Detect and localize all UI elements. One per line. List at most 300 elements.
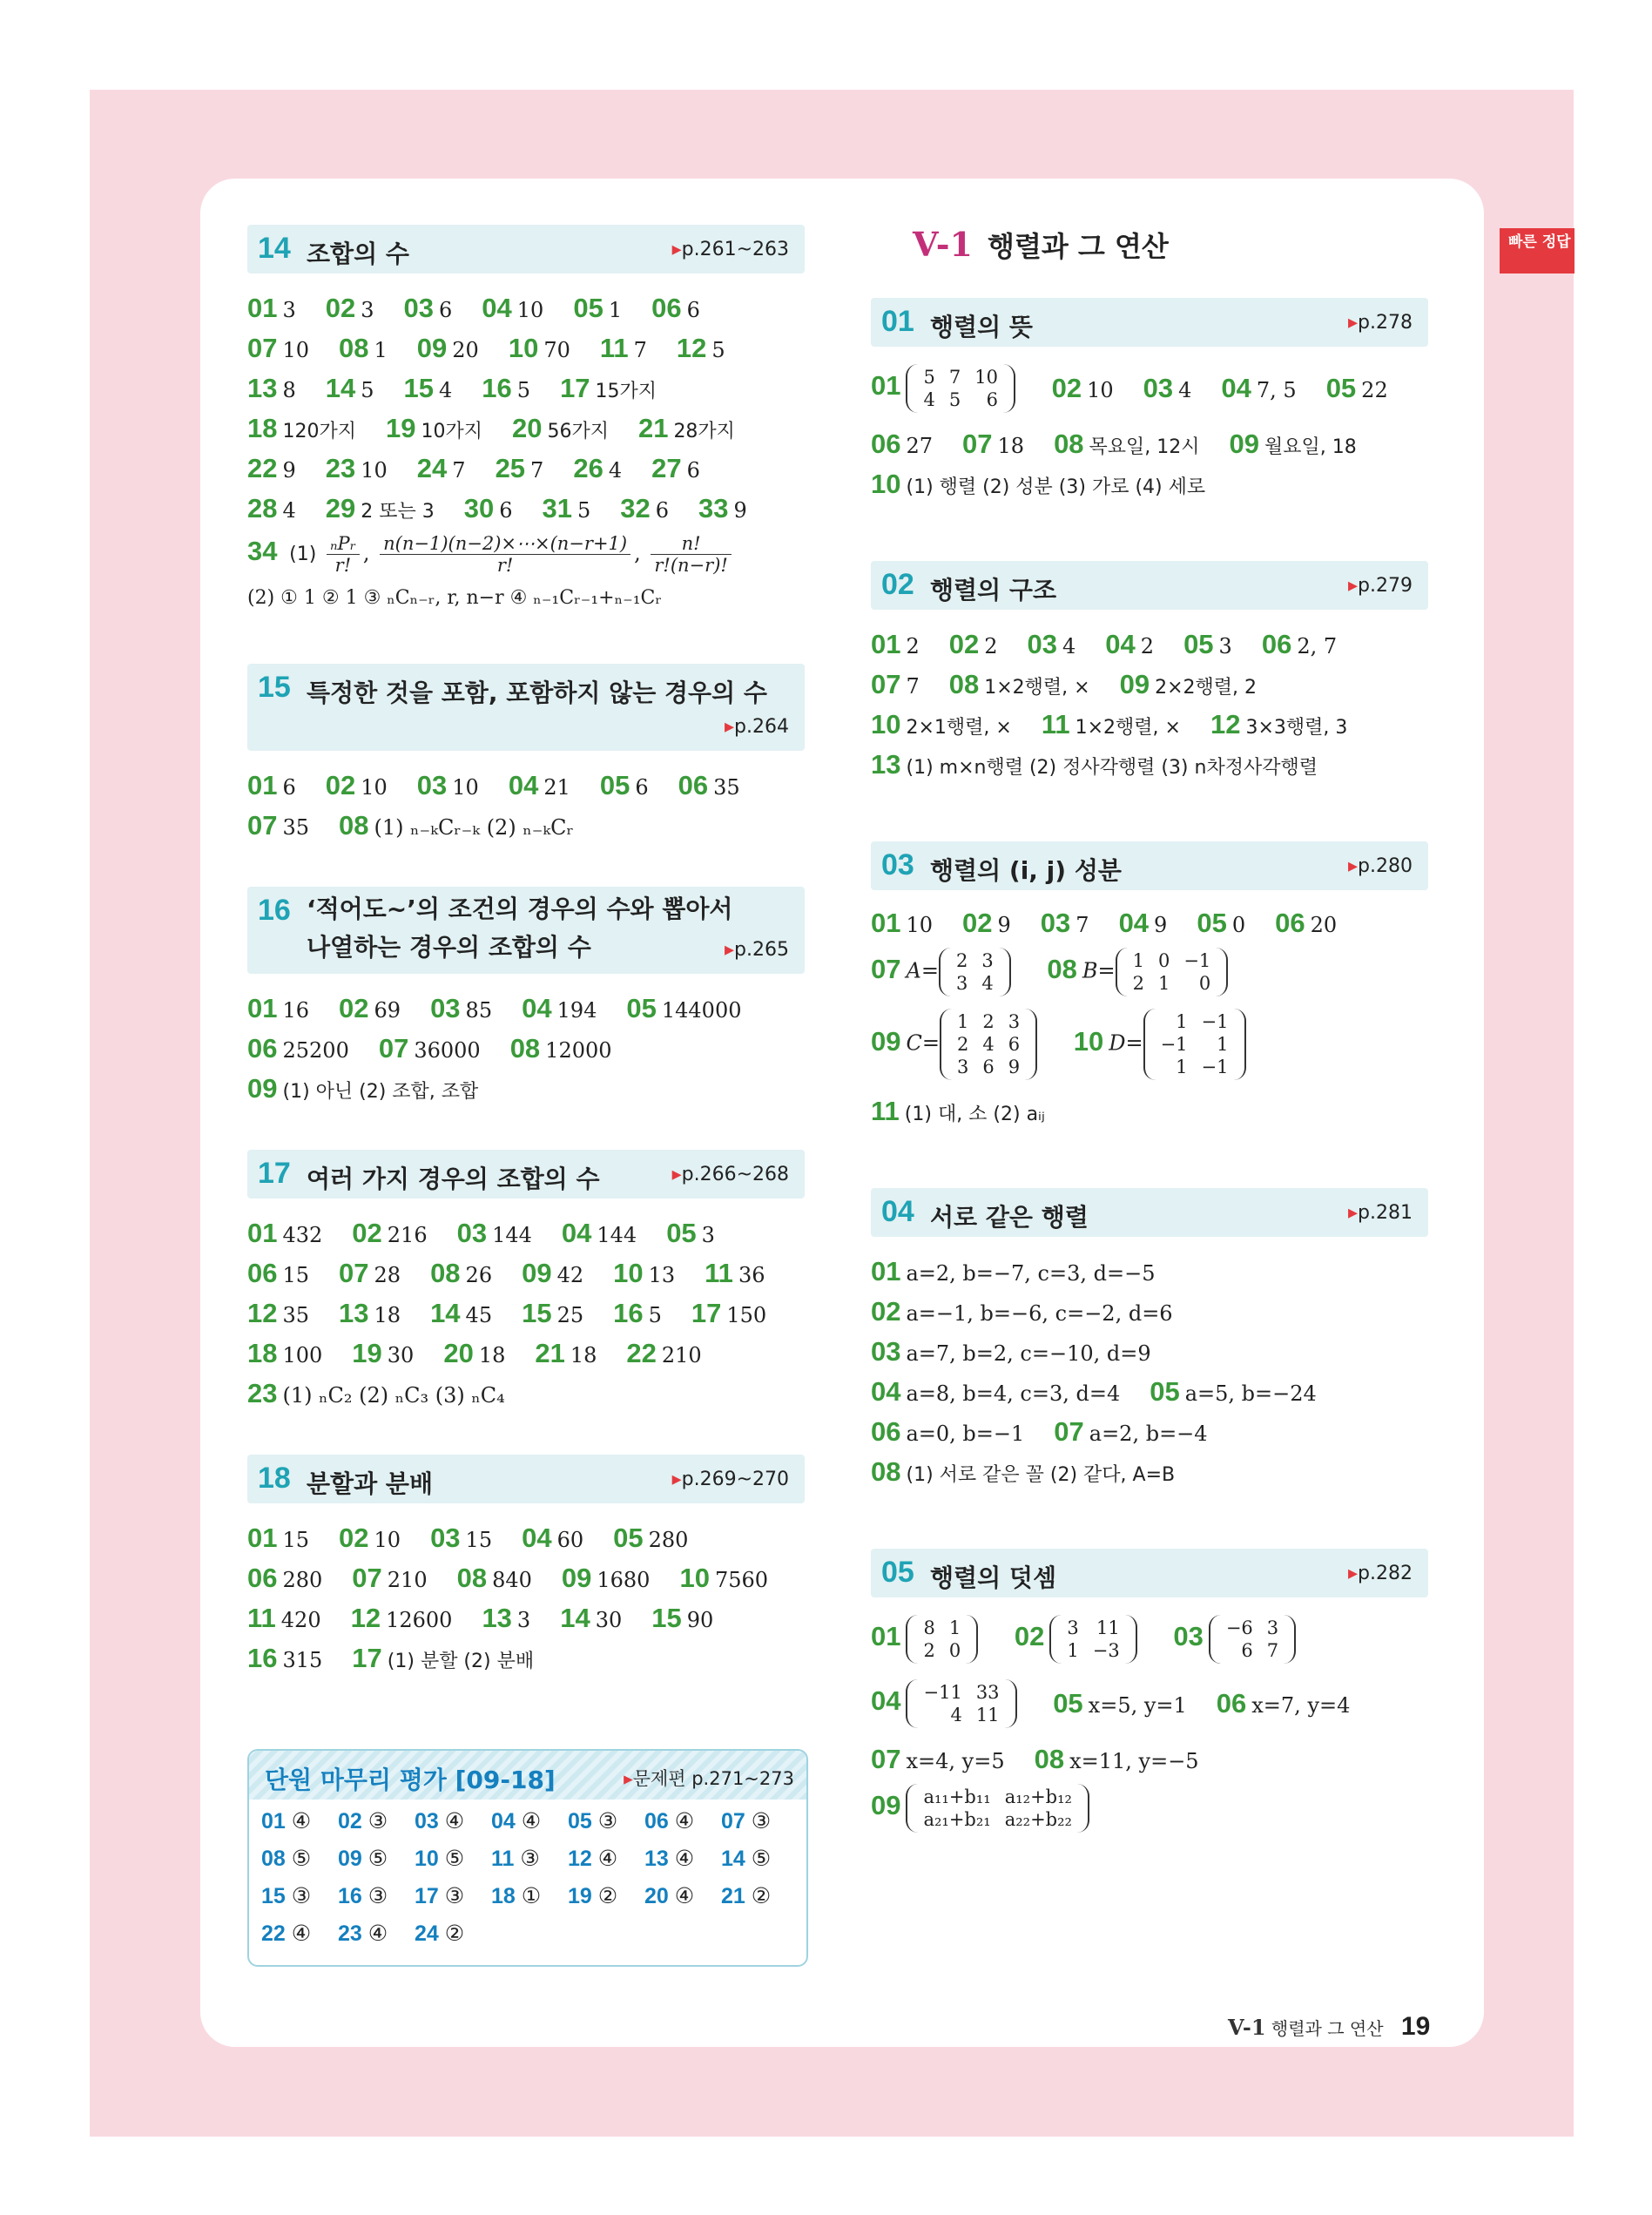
page-ref-link[interactable]: ▸ p.279 — [1348, 575, 1413, 597]
answer-item — [247, 453, 296, 484]
answer-item — [339, 1298, 401, 1329]
review-answer: 06 ④ — [644, 1808, 695, 1833]
answer-rows-14 — [247, 293, 805, 533]
answer-item — [871, 669, 920, 700]
question-number: 01 — [247, 293, 278, 323]
answer-value: (1) 서로 같은 꼴 (2) 같다, A=B — [906, 1464, 1176, 1486]
section-header-r02 — [871, 561, 1428, 610]
answer-item — [871, 1416, 1024, 1448]
question-number: 10 — [613, 1258, 644, 1288]
page-ref-link[interactable]: ▸ p.266~268 — [672, 1164, 789, 1185]
answer-value: 10 — [516, 298, 544, 322]
answer-value: 10 — [361, 458, 388, 483]
section-title: 여러 가지 경우의 조합의 수 — [307, 1165, 600, 1193]
question-number: 05 — [1150, 1376, 1180, 1407]
answer-row-r03-1 — [871, 908, 1428, 948]
question-number: 25 — [495, 453, 526, 483]
answer-item — [677, 333, 725, 364]
answer-item — [247, 1378, 505, 1409]
question-number: 19 — [352, 1338, 382, 1368]
section-number: 15 — [258, 671, 291, 704]
answer-value: 6 — [686, 458, 700, 483]
answer-row — [871, 629, 1428, 669]
answer-item — [339, 810, 574, 841]
answer-value: 194 — [556, 998, 597, 1023]
question-number: 05 — [613, 1523, 644, 1553]
question-number: 03 — [1143, 373, 1174, 403]
question-number: 01 — [247, 1218, 278, 1248]
matrix: 1 −1 −1 1 1 −1 — [1143, 1009, 1246, 1080]
answer-row — [247, 1298, 805, 1338]
answer-row — [247, 1523, 805, 1563]
answer-item — [522, 1523, 583, 1554]
answer-value: 2 또는 3 — [361, 501, 435, 523]
question-number: 12 — [1210, 709, 1241, 739]
answer-item — [871, 908, 933, 939]
quick-answer-tab[interactable]: 빠른 정답 — [1500, 228, 1574, 273]
review-answer: 21 ② — [721, 1883, 772, 1908]
answer-item — [247, 1218, 322, 1249]
answer-item — [430, 1523, 492, 1554]
section-number: 14 — [258, 232, 291, 265]
section-number: 02 — [881, 568, 914, 601]
question-number: 09 — [416, 333, 448, 363]
question-number: 07 — [339, 1258, 369, 1288]
answer-value: 9 — [997, 913, 1011, 937]
question-number: 15 — [403, 373, 435, 403]
answer-row — [247, 1258, 805, 1298]
answer-item — [573, 293, 622, 324]
answer-item — [651, 453, 700, 484]
answer-item — [560, 373, 657, 404]
section-header-14 — [247, 225, 805, 273]
answer-item — [430, 1258, 492, 1289]
answer-value: 6 — [439, 298, 453, 322]
answer-row — [247, 333, 805, 373]
answer-item — [962, 429, 1024, 460]
question-number: 01 — [247, 993, 278, 1023]
answer-item — [247, 373, 296, 404]
answer-value: 8 — [282, 378, 296, 402]
answer-item — [247, 1603, 321, 1634]
answer-value: 2 — [1140, 634, 1155, 658]
answer-item — [386, 413, 482, 444]
answer-value: 25 — [556, 1303, 584, 1327]
review-answer: 22 ④ — [261, 1921, 312, 1946]
answer-item — [457, 1563, 532, 1594]
answer-value: 28 — [374, 1263, 401, 1287]
question-number: 02 — [339, 1523, 369, 1553]
answer-row — [247, 413, 805, 453]
question-number: 05 — [626, 993, 657, 1023]
question-number: 05 — [599, 770, 630, 800]
answer-value: 7, 5 — [1256, 378, 1297, 402]
answer-item — [613, 1298, 662, 1329]
answer-value: 144000 — [661, 998, 742, 1023]
answer-value: 10 — [1087, 378, 1114, 402]
footer-title: 행렬과 그 연산 — [1271, 2018, 1384, 2039]
section-title: 서로 같은 행렬 — [930, 1203, 1089, 1232]
question-number: 06 — [247, 1258, 278, 1288]
section-header-15 — [247, 664, 805, 751]
answer-value: 60 — [556, 1528, 584, 1552]
question-number: 08 — [871, 1456, 901, 1487]
question-number: 07 — [1054, 1416, 1084, 1447]
review-answer: 02 ③ — [338, 1808, 388, 1833]
question-number: 09 — [561, 1563, 592, 1593]
section-number: 16 — [258, 894, 291, 927]
answer-value: 20 — [1310, 913, 1338, 937]
answer-item — [626, 1338, 701, 1369]
page-ref-link[interactable]: ▸ p.278 — [1348, 312, 1413, 334]
answer-row — [247, 770, 805, 810]
answer-value: a=2, b=−4 — [1089, 1422, 1208, 1446]
question-number: 18 — [247, 1338, 278, 1368]
answer-value: 144 — [597, 1223, 637, 1247]
answer-item — [691, 1298, 766, 1329]
answer-item — [1054, 429, 1199, 460]
review-answer: 15 ③ — [261, 1883, 312, 1908]
question-number: 11 — [705, 1258, 733, 1288]
answer-value: 6 — [655, 498, 670, 523]
section-number: 04 — [881, 1195, 914, 1228]
answer-item — [1262, 629, 1337, 660]
answer-value: 3 — [701, 1223, 715, 1247]
answer-value: 30 — [387, 1343, 415, 1367]
answer-item — [417, 333, 479, 364]
question-number: 04 — [871, 1376, 901, 1407]
answer-item — [510, 1033, 612, 1064]
matrix: 8 1 2 0 — [906, 1615, 978, 1664]
answer-value: 3 — [282, 298, 296, 322]
section-title: 행렬의 (i, j) 성분 — [930, 856, 1122, 885]
question-number: 08 — [339, 810, 369, 841]
review-answer: 01 ④ — [261, 1808, 312, 1833]
answer-row — [247, 1073, 805, 1113]
question-number: 02 — [1051, 373, 1082, 403]
question-number: 05 — [666, 1218, 697, 1248]
answer-item — [496, 453, 544, 484]
answer-item — [404, 293, 453, 324]
answer-value: 210 — [661, 1343, 702, 1367]
question-number: 16 — [247, 1643, 278, 1673]
answer-row — [247, 453, 805, 493]
answer-item — [871, 469, 1205, 500]
answer-value: 3 — [361, 298, 374, 322]
answer-value: 840 — [492, 1568, 532, 1592]
question-number: 10 — [871, 469, 901, 499]
answer-item — [562, 1218, 637, 1249]
question-number: 05 — [1325, 373, 1357, 403]
question-number: 11 — [599, 333, 629, 363]
answer-value: (1) 행렬 (2) 성분 (3) 가로 (4) 세로 — [906, 476, 1206, 498]
question-number: 06 — [247, 1563, 278, 1593]
question-number: 03 — [403, 293, 435, 323]
section-title: 특정한 것을 포함, 포함하지 않는 경우의 수 — [307, 679, 767, 707]
answer-item — [482, 1603, 530, 1634]
answer-item — [626, 993, 741, 1024]
review-answer: 05 ③ — [568, 1808, 618, 1833]
answer-item — [1042, 709, 1181, 740]
section-number: 18 — [258, 1462, 291, 1495]
answer-item — [871, 1376, 1120, 1408]
answer-value: 3 — [1218, 634, 1232, 658]
answer-value: 2, 7 — [1297, 634, 1338, 658]
matrix: 3 11 1 −3 — [1049, 1615, 1136, 1664]
answer-rows-15 — [247, 770, 805, 850]
review-row — [261, 1846, 794, 1883]
answer-item — [871, 709, 1012, 740]
page-ref-link[interactable]: ▸ p.281 — [1348, 1202, 1413, 1224]
answer-rows-18 — [247, 1523, 805, 1683]
answer-row-r03-3: 09 C= 1 2 3 2 4 6 3 6 9 10 D= 1 −1 −1 1 1 −1 — [871, 1009, 1428, 1096]
answer-item — [573, 453, 622, 484]
answer-item — [522, 1298, 583, 1329]
answer-row-r03-4 — [871, 1096, 1428, 1136]
review-answer: 08 ⑤ — [261, 1846, 312, 1871]
review-answer: 24 ② — [415, 1921, 465, 1946]
answer-rows-16 — [247, 993, 805, 1113]
page-ref-link[interactable]: ▸ p.269~270 — [672, 1469, 789, 1490]
question-number: 04 — [522, 1523, 552, 1553]
answer-row — [247, 1338, 805, 1378]
answer-item — [247, 493, 296, 524]
answer-item — [1035, 1744, 1199, 1775]
answer-value: 10 — [361, 775, 388, 800]
answer-item — [871, 1256, 1155, 1287]
answer-value: 15 — [282, 1263, 310, 1287]
answer-value: 16 — [282, 998, 310, 1023]
answer-row — [871, 1256, 1428, 1296]
answer-row — [871, 1336, 1428, 1376]
answer-item — [1041, 908, 1089, 939]
answer-item — [247, 1033, 349, 1064]
answer-value: 9 — [282, 458, 296, 483]
answer-item — [1326, 373, 1388, 404]
question-number: 28 — [247, 493, 278, 523]
fraction-3: $\frac{n!}{r!(n-r)!}$ — [651, 533, 731, 576]
answer-value: 280 — [648, 1528, 689, 1552]
answer-row — [247, 1603, 805, 1643]
question-number: 02 — [948, 629, 980, 659]
answer-item — [871, 1456, 1175, 1488]
answer-value: 4 — [282, 498, 296, 523]
answer-value: a=8, b=4, c=3, d=4 — [906, 1381, 1121, 1406]
page-footer — [1228, 2012, 1430, 2042]
answer-item — [326, 453, 388, 484]
answer-value: (1) ₙC₂ (2) ₙC₃ (3) ₙC₄ — [282, 1383, 505, 1408]
answer-value: 90 — [686, 1608, 714, 1632]
answer-value: 100 — [282, 1343, 323, 1367]
answer-value: 15가지 — [595, 381, 657, 402]
footer-unit: V-1 — [1228, 2015, 1266, 2040]
question-number: 02 — [325, 293, 356, 323]
question-number: 06 — [1261, 629, 1292, 659]
question-number: 06 — [1275, 908, 1305, 938]
page-ref-link[interactable]: ▸ p.265 — [725, 939, 789, 961]
review-answer: 11 ③ — [491, 1846, 540, 1871]
answer-value: 3×3행렬, 3 — [1245, 717, 1348, 739]
question-number: 12 — [350, 1603, 381, 1633]
answer-item — [509, 770, 570, 801]
page-ref-link[interactable]: ▸ p.264 — [725, 716, 789, 738]
review-answer: 09 ⑤ — [338, 1846, 388, 1871]
answer-item — [1143, 373, 1192, 404]
answer-item — [247, 993, 309, 1024]
answer-value: 6 — [686, 298, 700, 322]
answer-item — [543, 493, 591, 524]
answer-item — [1105, 629, 1154, 660]
question-number: 14 — [325, 373, 356, 403]
answer-item — [1275, 908, 1337, 939]
answer-item — [522, 1258, 583, 1289]
answer-value: 36 — [738, 1263, 765, 1287]
page-ref-link[interactable]: ▸ p.261~263 — [672, 239, 789, 260]
answer-value: 1×2행렬, × — [1075, 717, 1181, 739]
answer-value: 56가지 — [547, 421, 609, 442]
section-title: 분할과 분배 — [307, 1469, 433, 1498]
answer-rows-r04 — [871, 1256, 1428, 1496]
answer-value: 7 — [530, 458, 544, 483]
answer-value: 3 — [516, 1608, 531, 1632]
answer-item — [620, 493, 669, 524]
answer-value: 10가지 — [421, 421, 482, 442]
answer-row-r01-2 — [871, 429, 1428, 469]
answer-item — [247, 1563, 322, 1594]
answer-item — [326, 770, 388, 801]
page-ref-link[interactable]: ▸ p.280 — [1348, 855, 1413, 877]
answer-row — [247, 993, 805, 1033]
answer-row-r01-3 — [871, 469, 1428, 509]
answer-value: 7 — [452, 458, 466, 483]
question-number: 07 — [378, 1033, 409, 1064]
answer-item — [379, 1033, 481, 1064]
question-number: 22 — [626, 1338, 657, 1368]
question-number: 08 — [339, 333, 369, 363]
section-number: 01 — [881, 305, 914, 338]
question-number: 13 — [339, 1298, 369, 1328]
answer-row-r03-2: 07 A= 2 3 3 4 08 B= 1 0 −1 2 1 0 — [871, 948, 1428, 1009]
answer-value: a=7, b=2, c=−10, d=9 — [906, 1341, 1151, 1366]
question-number: 05 — [1183, 629, 1214, 659]
review-answer: 03 ④ — [415, 1808, 465, 1833]
answer-value: 2 — [906, 634, 920, 658]
review-answer: 20 ④ — [644, 1883, 695, 1908]
answer-value: 18 — [997, 434, 1025, 458]
question-number: 09 — [1119, 669, 1150, 699]
question-number: 08 — [948, 669, 980, 699]
answer-item — [247, 293, 296, 324]
answer-value: 26 — [465, 1263, 493, 1287]
answer-item — [352, 1218, 427, 1249]
section-header-r05 — [871, 1549, 1428, 1597]
unit-number: V-1 — [913, 225, 973, 264]
answer-value: 4 — [1178, 378, 1192, 402]
question-number: 04 — [1105, 629, 1136, 659]
answer-value: 1 — [608, 298, 623, 322]
page-ref-link[interactable]: ▸ p.282 — [1348, 1563, 1413, 1584]
question-number: 20 — [511, 413, 543, 443]
question-number: 13 — [247, 373, 278, 403]
question-number: 22 — [247, 453, 278, 483]
unit-title: 행렬과 그 연산 — [988, 230, 1169, 263]
review-answer: 04 ④ — [491, 1808, 542, 1833]
answer-item — [871, 1096, 1045, 1127]
answer-value: 10 — [452, 775, 479, 800]
answer-value: 2×2행렬, 2 — [1155, 677, 1258, 699]
question-number: 10 — [508, 333, 539, 363]
unit-review-header — [249, 1751, 806, 1800]
question-number: 11 — [247, 1603, 276, 1633]
unit-review-grid — [249, 1800, 806, 1965]
answer-value: 1 — [374, 338, 388, 362]
answer-item — [326, 373, 374, 404]
answer-item — [651, 293, 700, 324]
question-number: 19 — [385, 413, 416, 443]
question-number: 04 — [508, 770, 539, 800]
question-number: 07 — [962, 429, 993, 459]
question-number: 11 — [871, 1096, 900, 1126]
answer-row — [247, 373, 805, 413]
answer-value: 목요일, 12시 — [1089, 436, 1200, 458]
answer-row-34: 34 (1) $\frac{\text{ₙPᵣ}}{r!}$ , $\frac{n(n-1)(n-2)\times\cdots\times(n-r+1)}{r!}$ , $\frac{n!}{r!(n-r)!}$ — [247, 533, 805, 587]
question-number: 18 — [247, 413, 278, 443]
answer-row — [247, 493, 805, 533]
answer-item — [247, 1258, 309, 1289]
answer-value: 12600 — [386, 1608, 453, 1632]
answer-value: 150 — [726, 1303, 767, 1327]
section-number: 03 — [881, 848, 914, 881]
answer-item — [678, 770, 740, 801]
question-number: 21 — [637, 413, 669, 443]
answer-item — [326, 293, 374, 324]
answer-item — [457, 1218, 532, 1249]
answer-value: 5 — [711, 338, 725, 362]
question-number: 04 — [482, 293, 512, 323]
answer-item — [417, 770, 479, 801]
question-number: 01 — [871, 629, 901, 659]
answer-row-r01-1: 01 5 7 10 4 5 6 02 10 03 4 04 7, 5 05 22 — [871, 364, 1428, 429]
answer-value: (1) ₙ₋ₖCᵣ₋ₖ (2) ₙ₋ₖCᵣ — [374, 815, 574, 840]
question-number: 14 — [560, 1603, 590, 1633]
review-row — [261, 1808, 794, 1846]
answer-item — [1054, 1416, 1207, 1448]
answer-value: a=2, b=−7, c=3, d=−5 — [906, 1261, 1156, 1286]
answer-item — [430, 1298, 492, 1329]
question-number: 08 — [430, 1258, 461, 1288]
answer-item — [871, 429, 933, 460]
answer-item — [871, 1296, 1173, 1327]
page-ref-link[interactable]: ▸ 문제편 p.271~273 — [624, 1765, 794, 1791]
question-number: 03 — [871, 1336, 901, 1367]
question-number: 01 — [247, 1523, 278, 1553]
answer-item — [562, 1563, 651, 1594]
answer-value: 2 — [984, 634, 998, 658]
section-title: ‘적어도~’의 조건의 경우의 수와 뽑아서 나열하는 경우의 조합의 수 — [307, 895, 733, 962]
unit-review-title: 단원 마무리 평가 [09-18] — [265, 1766, 556, 1794]
answer-item — [464, 493, 513, 524]
answer-item — [247, 1643, 322, 1674]
answer-value: 22 — [1361, 378, 1388, 402]
answer-item — [522, 993, 597, 1024]
section-number: 17 — [258, 1157, 291, 1190]
question-number: 05 — [1053, 1688, 1083, 1719]
answer-item — [326, 493, 435, 524]
answer-item — [482, 293, 543, 324]
answer-item — [247, 1073, 478, 1104]
answer-value: 10 — [906, 913, 934, 937]
answer-value: 21 — [543, 775, 570, 800]
